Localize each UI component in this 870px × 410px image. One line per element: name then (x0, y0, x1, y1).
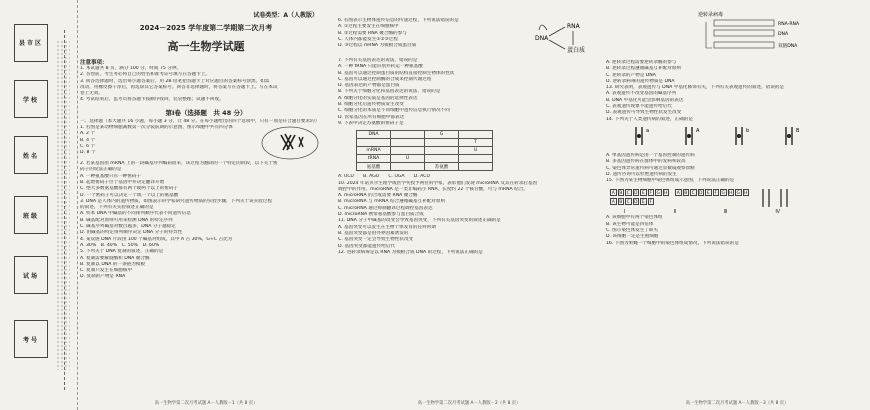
q7-option-b: B. 基因可以通过控制蛋白质的结构直接控制生物体的性状 (338, 70, 455, 76)
q10-option-d: D. microRNA 携带氨基酸参与蛋白质合成 (338, 212, 424, 218)
table-cell (459, 131, 493, 139)
q5-option-a: A. 复制需要解旋酶和 DNA 聚合酶 (80, 255, 150, 261)
question-5: 5. 下列关于 DNA 复制的叙述，正确的是 (80, 249, 164, 255)
roman-label: Ⅳ (775, 209, 781, 216)
notice-2: 2. 答卷前，考生务必将自己的姓名和准考证号填写在答题卡上。 (80, 72, 210, 78)
class-label: 班级 (22, 213, 39, 220)
question-3-cont: 的叙述，下列有关实验叙述正确的是 (80, 205, 154, 211)
table-row (357, 155, 493, 163)
q6-option-b: B. ②过程需要 RNA 聚合酶的参与 (338, 30, 407, 36)
q1-option-d: D. 8 个 (80, 150, 96, 156)
segment-row: A B C D E F (611, 200, 653, 206)
q6-option-d: D. ③过程以 mRNA 为模板合成蛋白质 (338, 43, 417, 49)
q14-option-b: B. 多基因遗传病在群体中的发病率较高 (606, 159, 686, 165)
footer-page-1: 高一生物学第二次月考试题 A－人教版－1（共 8 页） (154, 401, 258, 406)
chromosome-pair-icon (755, 187, 795, 209)
table-cell: 氨基酸 (357, 163, 391, 171)
svg-text:a: a (646, 127, 650, 134)
table-cell (391, 163, 425, 171)
svg-text:蛋白质: 蛋白质 (567, 47, 586, 54)
q10-option-a: A. microRNA 的合成需要 RNA 聚合酶 (338, 193, 418, 199)
table-row (357, 139, 493, 147)
chromosome-figure (255, 125, 325, 161)
question-7: 7. 下列有关基因表达的说法，错误的是 (338, 58, 418, 63)
svg-text:RNA: RNA (567, 23, 580, 30)
question-6: 6. 右图表示生物体遗传信息的传递过程，下列说法错误的是 (338, 18, 459, 23)
q5-option-c: C. 复制只发生在细胞核中 (80, 268, 133, 274)
q15-option-a: A. 该细胞中有两个染色体组 (606, 215, 663, 221)
page-2 (338, 0, 600, 410)
page-1 (80, 0, 332, 410)
gene-locus-figure (626, 123, 826, 149)
table-cell: DNA (357, 131, 391, 139)
q11-option-c: C. 基因突变一定会导致生物性状改变 (338, 237, 414, 243)
name-label: 姓名 (22, 153, 39, 160)
central-dogma-figure (533, 18, 595, 58)
codon-table (356, 130, 493, 171)
q1-option-c: C. 6 个 (80, 143, 96, 149)
roman-label: Ⅱ (673, 209, 676, 216)
question-4: 4. 某双链 DNA 片段由 100 个碱基对组成，其中 A 占 30%，G+C 占比为 (80, 236, 233, 242)
segment-row: A B C D E F G H (611, 191, 668, 197)
table-cell: T (459, 139, 493, 147)
question-11: 11. DNA 分子中碱基的改变会导致基因突变，下列有关基因突变的叙述正确的是 (338, 218, 501, 224)
question-3: 3. DNA 是人体内的遗传物质，如图表示科学家研究遗传物质的实验步骤，下列关于该实验过程 (80, 198, 272, 204)
notice-5: 卷上无效。 (80, 91, 103, 97)
fig-label: 逆转录病毒 (698, 12, 724, 18)
q9-options: A. UCU B. AGU C. UGA D. ACU (338, 174, 430, 180)
table-cell: U (391, 155, 425, 163)
q13-option-d: D. 表观遗传可导致生物性状发生改变 (606, 110, 682, 116)
svg-text:RNA-RNA: RNA-RNA (778, 22, 800, 27)
question-9: 9. 下表中决定苏氨酸的密码子是 (338, 120, 404, 126)
segment-row: A B C D E F G H G H (676, 191, 748, 197)
q12-option-b: B. 逆转录过程遵循碱基互补配对原则 (606, 66, 681, 72)
question-8: 8. 下列关于细胞分化和基因表达的说法，错误的是 (338, 89, 441, 95)
svg-text:A: A (696, 127, 700, 134)
question-10-cont: 调控中的作用。microRNA 是一类非编码小 RNA，长度约 22 个核苷酸，可与 mRNA 结合。 (338, 186, 528, 192)
svg-text:DNA: DNA (778, 32, 789, 37)
svg-text:B: B (796, 127, 800, 134)
q13-option-c: C. 表观遗传现象不能遗传给后代 (606, 104, 672, 110)
cut-line (64, 30, 65, 390)
question-12: 12. 进转录病毒是以 RNA 为模板合成 DNA 的过程，下列说法正确的是 (338, 249, 483, 255)
table-cell (459, 155, 493, 163)
q12-option-c: C. 逆转录的产物是 DNA (606, 72, 656, 78)
q11-option-a: A. 基因突变可以发生在生物个体发育的任何时期 (338, 224, 436, 230)
q8-option-a: A. 细胞分化的实质是基因的选择性表达 (338, 95, 418, 101)
exam-title: 高一生物学试题 (167, 40, 245, 53)
q3-option-a: A. 样本 DNA 中碱基的不同排列顺序代表不同遗传信息 (80, 211, 191, 217)
table-row (357, 131, 493, 139)
q2-option-b: B. 起始密码子位于基因中并决定翻译开始 (80, 179, 165, 185)
section-1-desc: 一、选择题（本大题共 16 小题，每小题 3 分，计 48 分。在每小题给出的四个选项中，只有一项是符合题目要求的） (80, 118, 320, 124)
chromosome-segment-figure (610, 187, 868, 209)
table-row (357, 163, 493, 171)
q2-option-c: C. 绝大多数氨基酸都有两个或两个以上的密码子 (80, 186, 179, 192)
section-1-heading: 第Ⅰ卷（选择题 共 48 分） (165, 108, 247, 117)
svg-text:DNA: DNA (535, 35, 549, 42)
table-cell (357, 139, 391, 147)
q3-option-c: C. 碱基序列碱基对数目越多，DNA 分子越稳定 (80, 224, 176, 230)
reverse-transcription-figure (696, 8, 846, 56)
table-cell: G (425, 131, 459, 139)
question-13: 13. 研究表明，表观遗传与 DNA 甲基化修饰有关，下列有关表观遗传的叙述，错误的是 (606, 85, 784, 91)
table-cell: mRNA (357, 147, 391, 155)
exam-year: 2024－2025 学年度第二学期第二次月考 (139, 24, 273, 32)
school-label: 学校 (22, 97, 39, 104)
q6-option-a: A. ①过程主要发生在细胞核中 (338, 24, 399, 30)
q15-option-c: C. 图示染色体发生了缺失 (606, 228, 659, 234)
table-cell: U (459, 147, 493, 155)
binding-strip (0, 0, 78, 410)
q11-option-b: B. 基因突变都是由外界因素诱发的 (338, 230, 409, 236)
q6-option-c: C. 人体内都能发生①②③过程 (338, 36, 398, 42)
q10-option-c: C. microRNA 通过抑制翻译过程调控基因表达 (338, 205, 433, 211)
q1-option-b: B. 4 个 (80, 137, 96, 143)
table-cell (391, 147, 425, 155)
question-2-cont: 码子的说法正确的是 (80, 167, 122, 173)
table-cell (391, 139, 425, 147)
seal-dots (56, 40, 70, 370)
q12-option-d: D. 逆转录病毒的遗传物质是 DNA (606, 78, 675, 84)
table-cell (425, 155, 459, 163)
q10-option-b: B. microRNA 与 mRNA 结合遵循碱基互补配对原则 (338, 199, 446, 205)
room-label: 试场 (22, 273, 39, 280)
q8-option-b: B. 细胞分化后遗传物质发生改变 (338, 102, 404, 108)
q13-option-a: A. 表观遗传不改变基因的碱基序列 (606, 91, 677, 97)
question-14: 14. 下列关于人类遗传病的叙述，正确的是 (606, 116, 693, 122)
q7-option-a: A. 一种 tRNA 只能识别并转运一种氨基酸 (338, 64, 423, 70)
q15-option-b: B. 该生物可能是四倍体 (606, 221, 654, 227)
q14-option-c: C. 染色体异常遗传病可通过显微镜观察诊断 (606, 165, 695, 171)
svg-text:b: b (746, 127, 750, 134)
q7-option-d: D. 基因表达的产物都是蛋白质 (338, 83, 400, 89)
q5-option-d: D. 复制的产物是 RNA (80, 274, 126, 280)
table-cell (459, 163, 493, 171)
question-2: 2. 若某基因由 mRNA 上的一段碱基序列编码而来，该过程为翻译的一个特定的阶段，以下关于密 (80, 161, 278, 167)
q11-option-d: D. 基因突变都能遗传给后代 (338, 243, 395, 249)
table-cell (391, 131, 425, 139)
table-cell (425, 139, 459, 147)
question-16: 16. 下图为果蝇一个细胞中的染色体组成情况，下列说法错误的是 (606, 240, 739, 246)
roman-label: Ⅰ (624, 209, 626, 216)
q12-option-a: A. 逆转录过程需要逆转录酶的参与 (606, 60, 677, 65)
question-10: 10. 2024 年诺贝尔生理学或医学奖授予两位科学家，表彰他们发现 microRNA 及其在转录后基因 (338, 180, 538, 186)
notice-1: 1. 本试题共 8 页，满分 100 分，时间 75 分钟。 (80, 66, 182, 71)
county-label: 县市区 (18, 40, 43, 47)
notice-6: 4. 考试结束后，监考员将答题卡按顺序收回，装袋整理；试题不回收。 (80, 97, 224, 103)
exam-number-label: 考号 (22, 337, 39, 344)
page-3 (606, 0, 868, 410)
q3-option-b: B. 碱基配对原则可用来检测 DNA 的特定序列 (80, 217, 173, 223)
q8-option-c: C. 细胞分化的本质是不同细胞中遗传信息执行情况不同 (338, 108, 450, 114)
q2-option-a: A. 一种氨基酸只有一种密码子 (80, 173, 142, 179)
table-cell (425, 147, 459, 155)
q7-option-c: C. 基因可以通过控制酶的合成来控制代谢过程 (338, 76, 432, 82)
table-row (357, 147, 493, 155)
roman-label: Ⅲ (723, 209, 728, 216)
svg-text:双链DNA: 双链DNA (778, 44, 798, 49)
notice-4: 改动，用橡皮擦干净后，再选涂其它答案标号。回答非选择题时，将答案写在答题卡上。写在本试 (80, 84, 278, 90)
q15-option-d: D. 该细胞一定是生殖细胞 (606, 234, 659, 240)
paper-type: 试卷类型：A（人教版） (253, 12, 318, 19)
table-cell: 苏氨酸 (425, 163, 459, 171)
q5-option-b: B. 复制以 DNA 的一条链为模板 (80, 261, 146, 267)
q1-option-a: A. 2 个 (80, 131, 95, 137)
q13-option-b: B. DNA 甲基化可能会影响基因的表达 (606, 97, 684, 103)
table-cell: tRNA (357, 155, 391, 163)
notice-heading: 注意事项： (80, 60, 108, 66)
question-1: 1. 右图是某动物细胞减数第一次分裂前期的示意图，图示细胞中共有四分体 (80, 125, 233, 131)
q4-options: A. 30% B. 40% C. 50% D. 60% (80, 242, 160, 248)
footer-page-2: 高一生物学第二次月考试题 A－人教版－2（共 8 页） (417, 401, 521, 406)
footer-page-3: 高一生物学第二次月考试题 A－人教版－3（共 8 页） (685, 401, 789, 406)
q3-option-d: D. 由碱基的特定排列顺序决定 DNA 分子的特异性 (80, 230, 183, 236)
notice-3: 3. 回答选择题时，选出每小题答案后，用 2B 铅笔把答题卡上对应题目的答案标号涂黑。如需 (80, 78, 270, 84)
q2-option-d: D. 一个密码子可以决定一个或一个以上的氨基酸 (80, 192, 179, 198)
q14-option-d: D. 遗传咨询可以杜绝遗传病的发生 (606, 171, 677, 177)
q8-option-d: D. 管家基因在所有细胞中都表达 (338, 114, 405, 120)
question-15: 15. 下图为某生物细胞中染色体组成示意图，下列说法正确的是 (606, 178, 735, 184)
q14-option-a: A. 单基因遗传病是由一个基因控制的遗传病 (606, 152, 695, 158)
